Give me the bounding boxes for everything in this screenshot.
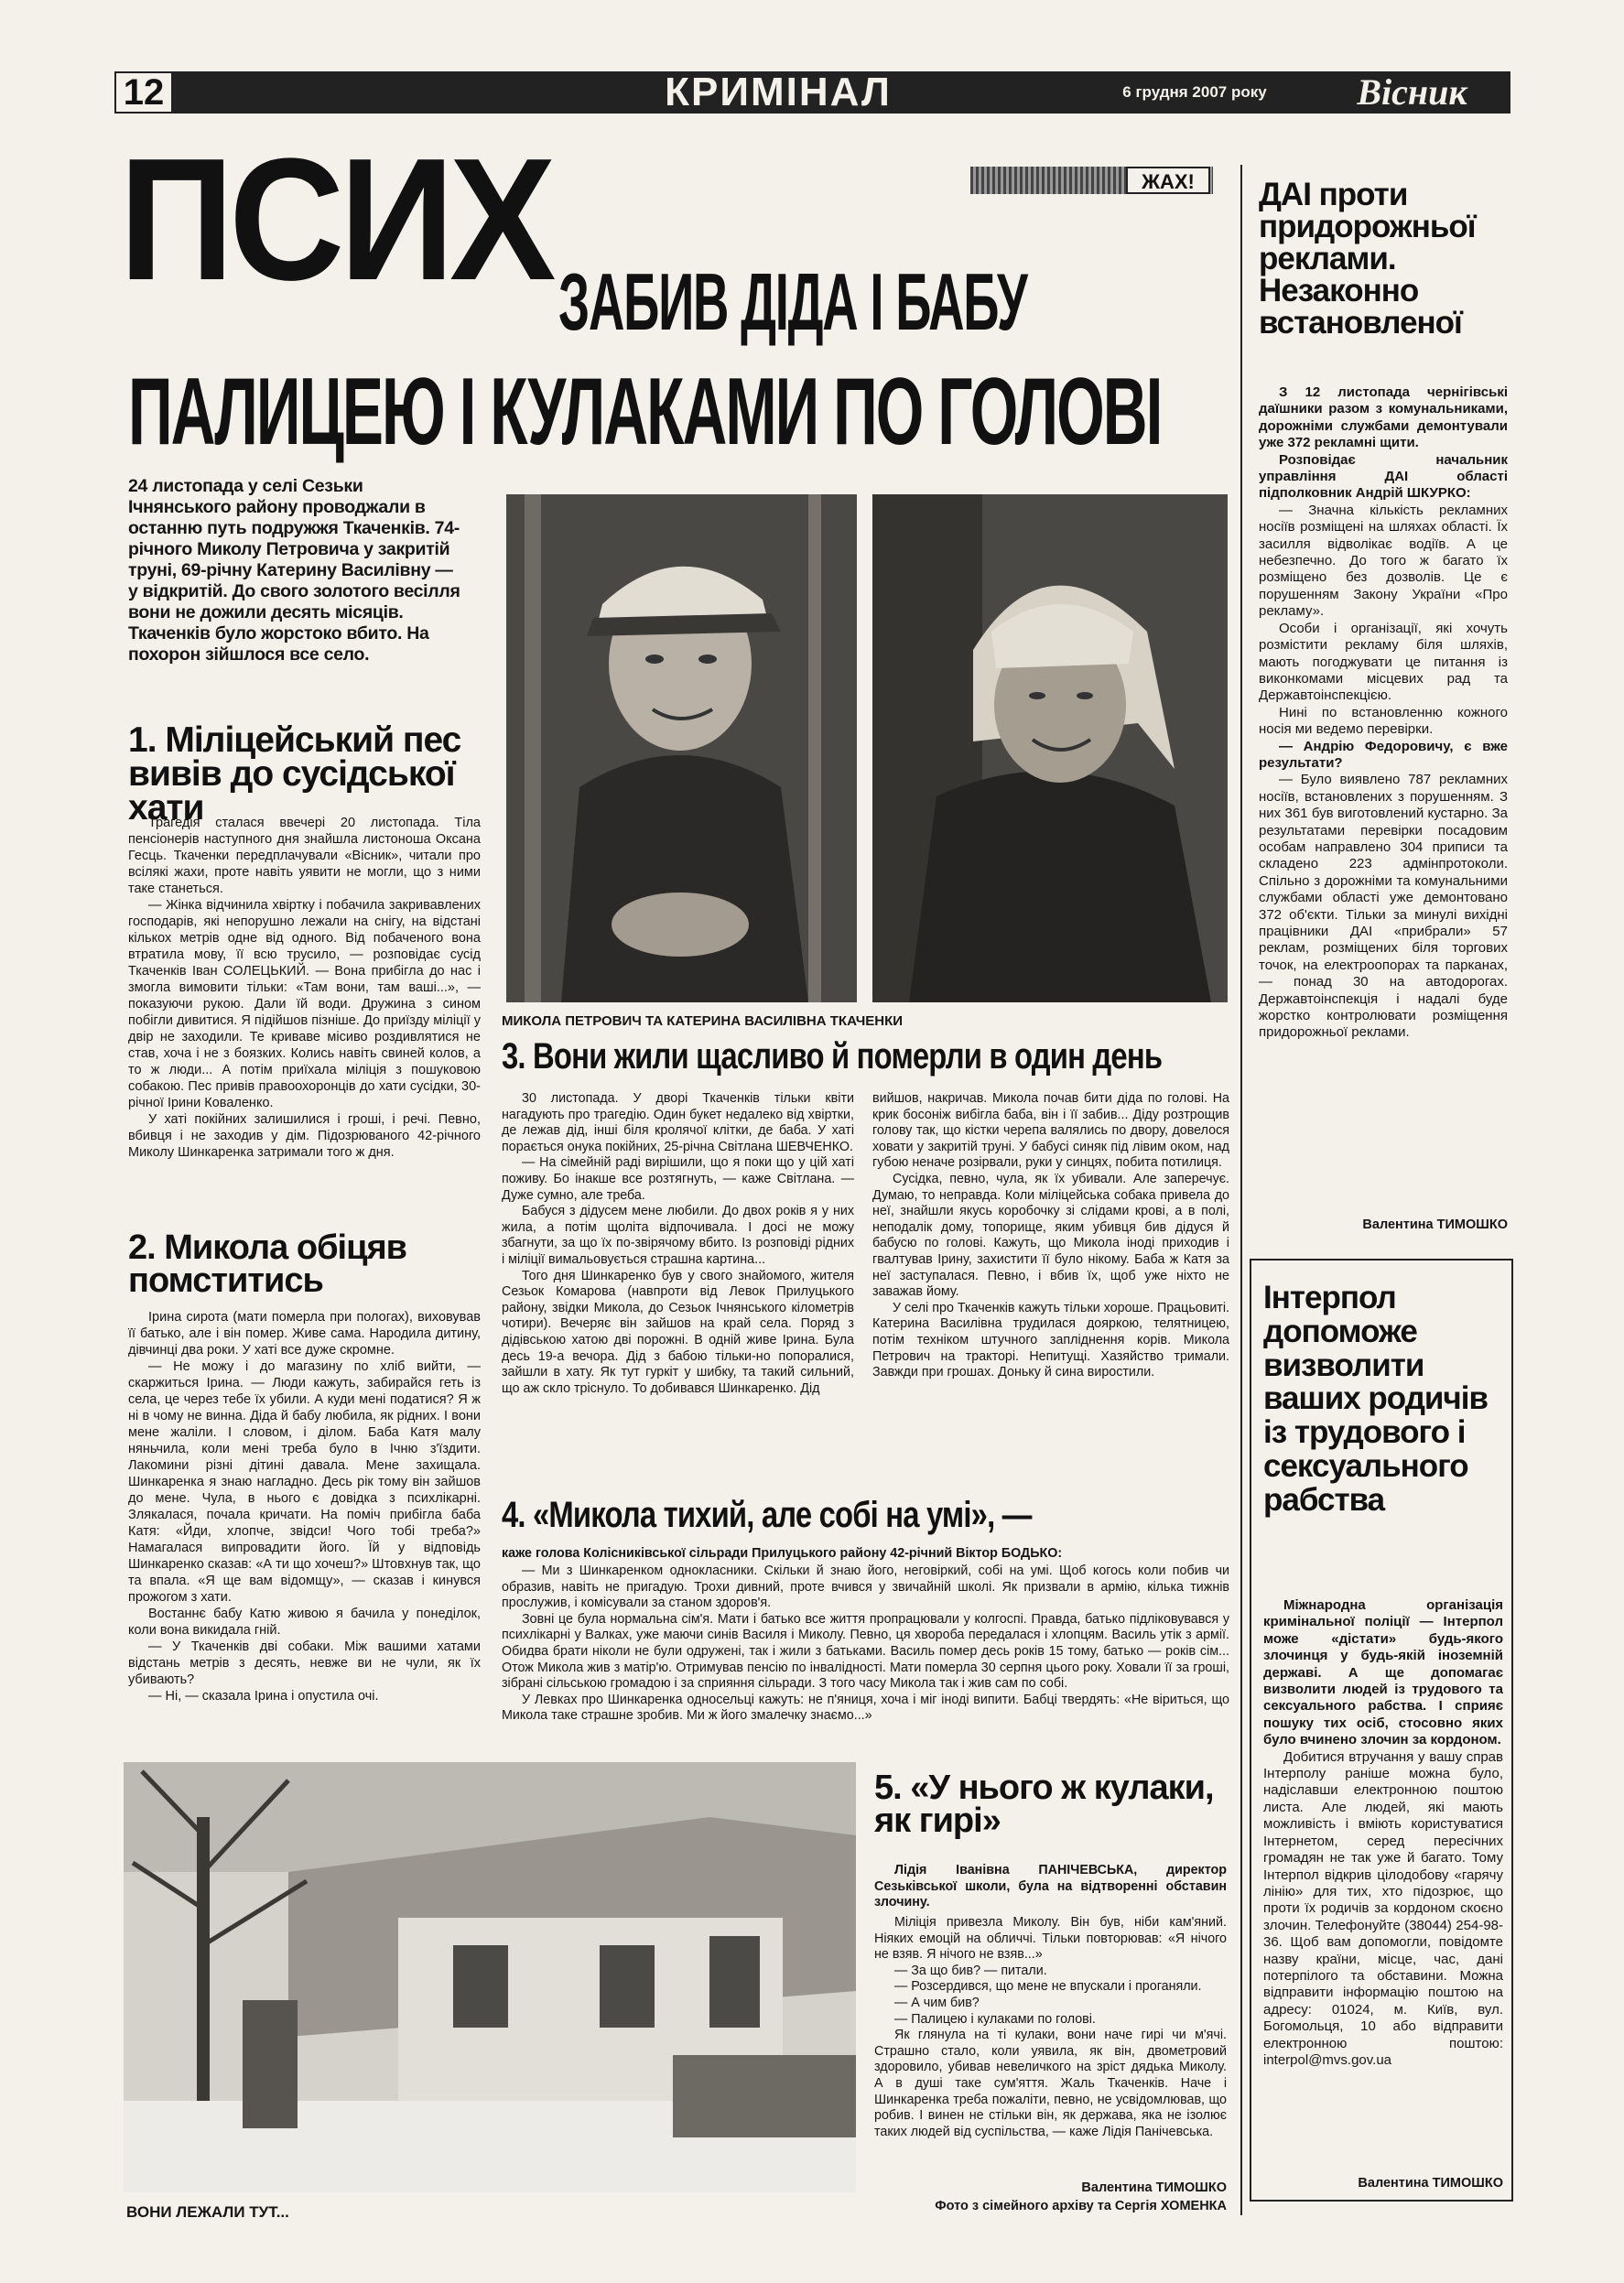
section-5-paragraph: — А чим бив? <box>894 1995 980 2010</box>
sidebar-2-paragraph: Міжнародна організація кримінальної поліції — Інтерпол може «дістати» будь-якого злочинця у будь-якій іноземній державі. А ще допомагає визволити людей із трудового та сексуального рабства. І сприяє пошуку тих осіб, стосовно яких було вчинено злочин за кордоном. <box>1263 1597 1503 1748</box>
section-5-paragraph: — Розсердився, що мене не впускали і проганяли. <box>894 1979 1202 1995</box>
sidebar-2-signature: Валентина ТИМОШКО <box>1358 2176 1503 2191</box>
section-3-paragraph: вийшов, накричав. Микола почав бити діда по голові. На крик босоніж вибігла баба, він і її забив... Діду розтрощив голову так, що кістки черепа валялись по двору, довелося ховати у закритій труні. У бабусі синяк під лівим оком, над губою неначе розірвали, руки у синцях, побита потилиця. <box>872 1091 1229 1171</box>
page-number: 12 <box>116 73 171 112</box>
section-1-paragraph: — Жінка відчинила хвіртку і побачила закривавлених господарів, які непорушно лежали на снігу, на відстані кількох метрів одне від одного. Від побаченого вона втратила мову, її всю трусило, — розповідає сусід Ткаченків Іван СОЛЕЦЬКИЙ. — Вона прибігла до нас і змогла вимовити тільки: «Там вони, там ваші...», — показуючи рукою. Дали їй води. Дружина з сином побігли дивитися. Я підійшов пізніше. До приїзду міліції у двір не заходили. Те криваве місиво роздивлятися не став, хоча і не з боязких. Колись навіть свиней колов, а то ж люди... А потім приїхала міліція з пошуковою собакою. Пес привів правоохоронців до хати сусідки, 30-річної Ірини Коваленко. <box>128 898 481 1110</box>
headline-tag: ЖАХ! <box>1126 167 1210 194</box>
portrait-woman-illustration <box>872 494 1228 1002</box>
section-rubric: КРИМІНАЛ <box>665 70 892 114</box>
photo-mykola <box>506 494 857 1002</box>
column-divider <box>1240 165 1242 2215</box>
sidebar-1-paragraph: — Було виявлено 787 рекламних носіїв, встановлених з порушенням. З них 361 був виготовлений кустарно. За результатами перевірки посадовим особам направлено 304 приписи та складено 223 адмінпротоколи. Спільно з дорожніми та комунальними службами області уже демонтовано 372 об'єкти. Тільки за минулі вихідні працівники ДАІ «прибрали» 57 реклам, розміщених біля торгових точок, на електроопорах та парканах, — понад 30 на автодорогах. Державтоінспекція і надалі буде жорстко контролювати розміщення придорожньої реклами. <box>1259 772 1508 1041</box>
sidebar-1-paragraph: З 12 листопада чернігівські даїшники разом з комунальниками, дорожніми службами демонтували уже 372 рекламні щити. <box>1259 384 1508 451</box>
section-3-paragraph: Сусідка, певно, чула, як їх убивали. Але заперечує. Думаю, то неправда. Коли міліцейська собака привела до неї, знайшли якусь коробочку зі слідами крові, а в полі, неподалік дому, топорище, яким убивця бив дідуся й бабусю по голові. Кажуть, що Микола іноді приходив і гвалтував Ірину, захистити її було нікому. Баба ж Катя за неї заступалася. Певно, і вбив їх, щоб уже ніхто не заважав йому. <box>872 1171 1229 1300</box>
section-5-paragraph: Як глянула на ті кулаки, вони наче гирі чи м'ячі. Страшно стало, коли уявила, як він, двометровий здоровило, убивав невеличкого на зріст дядька Миколу. А в душі таке сум'яття. Жаль Ткаченків. Наче і Шинкаренка треба пожаліти, певно, не усвідомлював, що робив. І винен не стільки він, як держава, яка не ізолює таких людей від суспільства, — каже Лідія Панічевська. <box>874 2028 1227 2139</box>
section-1-paragraph: Трагедія сталася ввечері 20 листопада. Тіла пенсіонерів наступного дня знайшла листоноша Оксана Гесць. Ткаченки передплачували «Вісник», читали про всілякі жахи, проте навіть уявити не могли, що з ними таке станеться. <box>128 816 481 896</box>
section-4-intro: каже голова Колісниківської сільради Прилуцького району 42-річний Віктор БОДЬКО: <box>502 1546 1063 1561</box>
section-3-paragraph: — На сімейній раді вирішили, що я поки що у цій хаті поживу. Бо інакше все розтягнуть, — каже Світлана. — Дуже сумно, але треба. <box>502 1155 854 1203</box>
sidebar-1-title: ДАІ проти придорожньої реклами. Незаконно встановленої <box>1259 177 1476 341</box>
section-4-paragraph: У Левках про Шинкаренка односельці кажуть: не п'яниця, хоча і міг іноді випити. Бабці твердять: «Не віриться, що Микола таке страшне зробив. Ми ж його змалечку знаємо...» <box>502 1692 1229 1724</box>
section-5-title: 5. «У нього ж кулаки, як гирі» <box>874 1769 1214 1841</box>
section-5-paragraph: — Палицею і кулаками по голові. <box>894 2011 1096 2027</box>
section-2-paragraph: — Не можу і до магазину по хліб вийти, — скаржиться Ірина. — Люди кажуть, забирайся геть із села, це через тебе їх убили. А куди мені податися? Я ж ні в чому не винна. Діда й бабу любила, як рідних. І вони мене жаліли. І словом, і ділом. Баба Катя малу няньчила, коли мені треба було в Ічню з'їздити. Лакомини різні дітині давала. Мене захищала. Шинкаренка я знаю нагладно. Десь рік тому він зайшов до мене. Чула, в нього є довідка з психлікарні. Злякалася, почала кричати. На поміч прибігла баба Катя: «Йди, хлопче, звідси! Чого тобі треба?» Намагалася випровадити його. Їй у відповідь Шинкаренко сказав: «А ти що хочеш?» Штовхнув так, що та впала. «Я ще вам відомщу», — сказав і кинувся прожогом з хати. <box>128 1359 481 1605</box>
section-3-paragraph: У селі про Ткаченків кажуть тільки хороше. Працьовиті. Катерина Василівна трудилася дояркою, телятницею, потім техніком штучного запліднення корів. Микола Петрович на тракторі. Непитущі. Хазяйство тримали. Завжди при грошах. Доньку й сина виростили. <box>872 1300 1229 1380</box>
sidebar-1-paragraph: Нині по встановленню кожного носія ми ведемо перевірки. <box>1259 704 1508 738</box>
photo-credit: Фото з сімейного архіву та Сергія ХОМЕНКА <box>935 2199 1227 2213</box>
section-1-title: 1. Міліцейський пес вивів до сусідської хати <box>128 720 461 828</box>
headline-line-2: ЗАБИВ ДІДА І БАБУ <box>558 256 1027 347</box>
section-3-title: 3. Вони жили щасливо й померли в один день <box>502 1036 1163 1077</box>
headline-main-word: ПСИХ <box>119 123 552 317</box>
section-2-paragraph: Ірина сирота (мати померла при пологах), виховував її батько, але і він помер. Живе сама. Народила дитину, дівчинці два роки. У хаті все дуже скромне. <box>128 1310 481 1358</box>
section-2-title: 2. Микола обіцяв помститись <box>128 1228 407 1301</box>
section-4-paragraph: Зовні це була нормальна сім'я. Мати і батько все життя пропрацювали у колгоспі. Правда, батько підліковувався у психлікарні у Валках, уже маючи синів Василя і Миколу. Певно, ця хвороба передалася і хлопцям. Василь утік з армії. Обидва брати ніколи не були одружені, так і жили з батьками. Василь помер десь років 15 тому, батько — років сім... Отож Микола жив з матір'ю. Отримував пенсію по інвалідності. Мати померла 30 серпня цього року. Ховали її за гроші, зібрані сільською громадою і за сприяння сільради. З того часу Микола так і жив сам по собі. <box>502 1611 1229 1692</box>
section-5-body <box>874 1915 1227 2176</box>
house-illustration <box>124 1762 856 2192</box>
section-2-body <box>128 1309 481 1748</box>
section-4-title: 4. «Микола тихий, але собі на умі», — <box>502 1495 1032 1535</box>
section-2-paragraph: Востаннє бабу Катю живою я бачила у понеділок, коли вона викидала гній. <box>128 1607 481 1638</box>
section-5-paragraph: — За що бив? — питали. <box>894 1963 1047 1978</box>
section-4-body <box>502 1563 1229 1756</box>
section-3-col-2 <box>872 1091 1229 1494</box>
section-3-paragraph: Того дня Шинкаренко був у свого знайомого, жителя Сезьок Комарова (навпроти від Левок Прилуцького району, звідки Микола, до Сезьок Ічнянського кілометрів чотири). Вечеряє він зайшов на край села. Поряд з дідівською хатою дві порожні. В одній живе Ірина. Була десь 19-а вечора. Дід з бабою тільки-но попоралися, зайшли в хату. Як тут гуркіт у шибку, та такий сильний, що аж скло тріснуло. То добивався Шинкаренко. Дід <box>502 1268 854 1396</box>
sidebar-1-paragraph: Розповідає начальник управління ДАІ області підполковник Андрій ШКУРКО: <box>1259 451 1508 502</box>
sidebar-2-body <box>1263 1597 1503 2165</box>
headline-line-3: ПАЛИЦЕЮ І КУЛАКАМИ ПО ГОЛОВІ <box>128 359 1162 465</box>
sidebar-1-signature: Валентина ТИМОШКО <box>1362 1217 1508 1232</box>
section-5-signature: Валентина ТИМОШКО <box>1081 2180 1227 2195</box>
sidebar-2-title: Інтерпол допоможе визволити ваших родичів із трудового і сексуального рабства <box>1263 1280 1488 1518</box>
sidebar-2-paragraph: Добитися втручання у вашу справ Інтерполу раніше можна було, надіславши електронною поштою листа. Але людей, які мають можливість і вміють користуватися Інтернетом, серед пересічних громадян не так уже й багато. Тому Інтерпол відкрив цілодобову «гарячу лінію» для тих, хто підозрює, що проти їх родичів за кордоном скоєно злочин. Телефонуйте (38044) 254-98-36. Щоб вам допомогли, повідомте назву країни, місце, час, дані потерпілого та обставини. Можна відправити інформацію поштою на адресу: 01024, м. Київ, вул. Богомольця, 10 або відправити електронною поштою: interpol@mvs.gov.ua <box>1263 1748 1503 2068</box>
section-3-paragraph: 30 листопада. У дворі Ткаченків тільки квіти нагадують про трагедію. Один букет недалеко від хвіртки, де лежав дід, інші біля кролячої клітки, де баба. У хаті порається онука покійних, 25-річна Світлана ШЕВЧЕНКО. <box>502 1091 854 1154</box>
section-3-paragraph: Бабуся з дідусем мене любили. До двох років я у них жила, а потім щоліта відпочивала. І досі не можу збагнути, за що їх по-звірячому вбито. Із розповіді рідних і міліції вимальовується страшна картина... <box>502 1204 854 1267</box>
sidebar-1-paragraph: — Значна кількість рекламних носіїв розміщені на шляхах області. Їх засилля відволікає водіїв. А це небезпечно. До того ж багато їх розміщено без дозволів. Це є порушенням Закону України «Про рекламу». <box>1259 502 1508 620</box>
sidebar-1-body <box>1259 384 1508 1208</box>
sidebar-1-paragraph: — Андрію Федоровичу, є вже результати? <box>1259 738 1508 771</box>
section-4-paragraph: — Ми з Шинкаренком однокласники. Скільки й знаю його, неговіркий, собі на умі. Щоб когось коли побив чи образив, навіть не пригадую. Трохи дивний, проте вчився у звичайній школі. Як призвали в армію, кілька тижнів прослужив, і комісували за станом здоров'я. <box>502 1563 1229 1611</box>
section-5-intro: Лідія Іванівна ПАНІЧЕВСЬКА, директор Сезьківської школи, була на відтворенні обставин злочину. <box>874 1863 1227 1910</box>
issue-date: 6 грудня 2007 року <box>1122 83 1267 101</box>
section-2-paragraph: — У Ткаченків дві собаки. Між вашими хатами відстань метрів з десять, невже ви не чули, як їх убивають? <box>128 1639 481 1687</box>
sidebar-1-paragraph: Особи і організації, які хочуть розмістити рекламу біля шляхів, мають погоджувати це питання із виконкомами місцевих рад та Державтоінспекцією. <box>1259 620 1508 704</box>
section-2-paragraph: — Ні, — сказала Ірина і опустила очі. <box>148 1689 379 1704</box>
house-caption: ВОНИ ЛЕЖАЛИ ТУТ... <box>126 2203 289 2221</box>
section-1-body <box>128 815 481 1245</box>
section-5-paragraph: Міліція привезла Миколу. Він був, ніби кам'яний. Ніяких емоцій на обличчі. Тільки повторював: «Я нічого не взяв. Я нічого не взяв...» <box>874 1915 1227 1963</box>
section-1-paragraph: У хаті покійних залишилися і гроші, і речі. Певно, вбивця і не заходив у дім. Підозрюваного 42-річного Миколу Шинкаренка затримали того ж дня. <box>128 1112 481 1160</box>
portraits-caption: МИКОЛА ПЕТРОВИЧ ТА КАТЕРИНА ВАСИЛІВНА ТКАЧЕНКИ <box>502 1013 904 1029</box>
section-3-col-1 <box>502 1091 854 1494</box>
lead-paragraph: 24 листопада у селі Сезьки Ічнянського району проводжали в останню путь подружжя Ткаченків. 74-річного Миколу Петровича у закритій труні, 69-річну Катерину Василівну — у відкритій. До свого золотого весілля вони не дожили десять місяців. Ткаченків було жорстоко вбито. На похорон зійшлося все село. <box>128 476 460 665</box>
photo-kateryna <box>872 494 1228 1002</box>
portrait-man-illustration <box>506 494 857 1002</box>
photo-house <box>124 1762 856 2192</box>
newspaper-logo: Вісник <box>1357 71 1467 113</box>
